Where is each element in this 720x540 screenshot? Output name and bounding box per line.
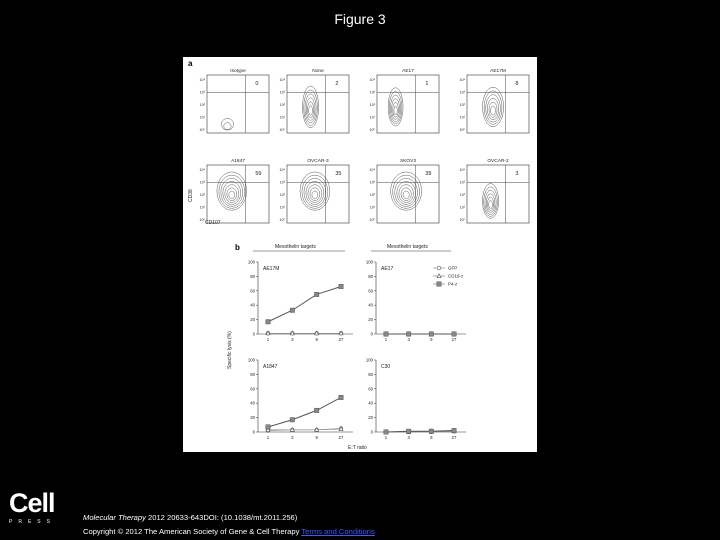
flow-plot-percent: 59 (255, 171, 262, 177)
flow-plot-y-tick: 10⁰ (199, 128, 205, 132)
flow-plot-y-tick: 10³ (459, 180, 465, 185)
flow-plot-y-tick: 10² (369, 193, 375, 197)
data-point-p4z (339, 395, 343, 399)
terms-link[interactable]: Terms and Conditions (301, 527, 375, 536)
chart-x-tick-label: 9 (430, 337, 433, 342)
panel-a-x-axis-label: CD107 (205, 220, 221, 226)
legend-label: GFP (448, 265, 458, 271)
flow-plot-y-tick: 10⁴ (279, 78, 285, 82)
data-point-p4z (339, 284, 343, 288)
flow-plot-y-tick: 10⁴ (199, 168, 205, 172)
logo-sub-text: PRESS (9, 519, 56, 525)
contour-line (489, 201, 493, 209)
chart-y-tick-label: 80 (368, 371, 373, 377)
flow-plot-title: AE17 (402, 69, 414, 74)
flow-plot-y-tick: 10¹ (199, 205, 205, 210)
flow-plot-y-tick: 10⁴ (199, 78, 205, 82)
chart-y-tick-label: 20 (368, 317, 373, 323)
data-point-p4z (314, 292, 318, 296)
flow-plot-y-tick: 10⁴ (369, 168, 375, 172)
flow-plot-y-tick: 10² (199, 103, 205, 107)
chart-x-tick-label: 27 (338, 435, 344, 440)
flow-plot-percent: 3 (515, 171, 519, 177)
citation (83, 511, 375, 539)
data-point-p4z (290, 308, 294, 312)
flow-plot-title: OVCAR-3 (307, 159, 329, 164)
citation-details: 2012 20633-643DOI: (10.1038/mt.2011.256) (145, 513, 298, 522)
flow-plot-y-tick: 10¹ (459, 115, 465, 120)
data-point-p4z (290, 418, 294, 422)
contour-line (491, 106, 496, 115)
chart-x-tick-label: 1 (266, 435, 270, 440)
flow-plot-percent: 8 (515, 81, 519, 87)
flow-plot-y-tick: 10¹ (279, 115, 285, 120)
contour-line (312, 191, 318, 199)
flow-plot-y-tick: 10³ (199, 90, 205, 95)
flow-plot-y-tick: 10⁰ (199, 218, 205, 222)
series-line-p4-z (268, 286, 341, 321)
chart-title: A1847 (263, 364, 278, 370)
contour-line (221, 119, 233, 131)
data-point-p4z (452, 428, 456, 432)
chart-y-tick-label: 40 (368, 400, 373, 406)
panel-b-label: b (235, 243, 240, 252)
chart-y-tick-label: 80 (250, 273, 255, 279)
figure-svg (183, 57, 537, 452)
flow-plot-title: A1847 (231, 159, 245, 164)
contour-line (306, 181, 324, 204)
figure-title: Figure 3 (334, 11, 386, 27)
flow-plot-title: None (312, 69, 324, 74)
flow-plot-y-tick: 10⁰ (459, 218, 465, 222)
chart-title: AE17 (381, 266, 394, 272)
flow-plot-y-tick: 10³ (459, 90, 465, 95)
chart-x-tick-label: 27 (451, 435, 457, 440)
panel-b-x-axis-label: E:T ratio (348, 445, 367, 451)
panel-a-label: a (188, 59, 193, 68)
chart-x-tick-label: 9 (315, 337, 318, 342)
contour-line (394, 106, 397, 115)
chart-y-tick-label: 80 (368, 273, 373, 279)
flow-plot-y-tick: 10⁴ (369, 78, 375, 82)
contour-line (229, 191, 235, 199)
flow-plot-y-tick: 10¹ (459, 205, 465, 210)
contour-line (309, 106, 313, 116)
chart-x-tick-label: 27 (451, 337, 457, 342)
chart-y-tick-label: 0 (370, 429, 373, 435)
data-point-p4z (406, 332, 410, 336)
flow-plot-y-tick: 10⁰ (459, 128, 465, 132)
data-point-p4z (266, 320, 270, 324)
chart-y-tick-label: 60 (368, 288, 373, 294)
panel-a-y-axis-label: CD38 (188, 189, 194, 202)
chart-y-tick-label: 80 (250, 371, 255, 377)
chart-y-tick-label: 100 (247, 357, 255, 363)
chart-y-tick-label: 100 (365, 357, 373, 363)
chart-x-tick-label: 3 (407, 337, 410, 342)
flow-plot-y-tick: 10³ (199, 180, 205, 185)
series-line-cd19-z (268, 429, 341, 430)
flow-plot-frame (287, 75, 349, 133)
chart-y-tick-label: 40 (250, 302, 255, 308)
logo-main-text: Cell (9, 488, 55, 518)
flow-plot-y-tick: 10⁰ (279, 128, 285, 132)
flow-plot-percent: 1 (425, 81, 429, 87)
figure-image (183, 57, 537, 452)
legend-label: CD19-z (448, 273, 464, 279)
chart-y-tick-label: 0 (252, 331, 255, 337)
chart-y-tick-label: 20 (368, 415, 373, 421)
data-point-p4z (452, 332, 456, 336)
contour-line (403, 191, 409, 199)
flow-plot-y-tick: 10⁰ (279, 218, 285, 222)
chart-x-tick-label: 1 (384, 337, 388, 342)
chart-y-tick-label: 100 (365, 259, 373, 265)
chart-y-tick-label: 40 (250, 400, 255, 406)
contour-line (224, 123, 231, 130)
journal-name: Molecular Therapy (83, 513, 146, 522)
contour-line (486, 95, 501, 122)
flow-plot-y-tick: 10² (459, 193, 465, 197)
flow-plot-y-tick: 10² (459, 103, 465, 107)
flow-plot-percent: 0 (255, 81, 259, 87)
chart-x-tick-label: 3 (407, 435, 410, 440)
legend-marker-p4z (437, 282, 441, 286)
flow-plot-y-tick: 10¹ (369, 115, 375, 120)
contour-line (304, 90, 318, 125)
chart-x-tick-label: 27 (338, 337, 344, 342)
flow-plot-y-tick: 10³ (279, 180, 285, 185)
flow-plot-y-tick: 10² (369, 103, 375, 107)
flow-plot-frame (207, 75, 269, 133)
chart-x-tick-label: 3 (291, 435, 294, 440)
contour-line (389, 91, 402, 123)
flow-plot-percent: 2 (335, 81, 339, 87)
chart-y-tick-label: 100 (247, 259, 255, 265)
contour-line (484, 187, 498, 216)
copyright-text: Copyright © 2012 The American Society of Gene & Cell Therapy (83, 527, 300, 536)
flow-plot-y-tick: 10⁴ (279, 168, 285, 172)
data-point-p4z (314, 408, 318, 412)
cell-press-logo (9, 490, 69, 525)
flow-plot-title: OVCAR-2 (487, 159, 509, 164)
chart-title: AE17M (263, 266, 280, 272)
chart-x-tick-label: 1 (266, 337, 270, 342)
flow-plot-percent: 39 (425, 171, 432, 177)
chart-y-tick-label: 60 (368, 386, 373, 392)
data-point-p4z (266, 425, 270, 429)
flow-plot-y-tick: 10⁴ (459, 78, 465, 82)
flow-plot-y-tick: 10³ (279, 90, 285, 95)
chart-y-tick-label: 60 (250, 288, 255, 294)
flow-plot-y-tick: 10³ (369, 90, 375, 95)
flow-plot-y-tick: 10³ (369, 180, 375, 185)
flow-plot-y-tick: 10² (279, 103, 285, 107)
contour-line (390, 95, 400, 122)
chart-x-tick-label: 9 (315, 435, 318, 440)
legend-label: P4-z (448, 281, 458, 287)
data-point-p4z (429, 429, 433, 433)
chart-y-tick-label: 20 (250, 415, 255, 421)
series-line-p4-z (268, 397, 341, 427)
flow-plot-y-tick: 10⁰ (369, 128, 375, 132)
data-point-p4z (429, 332, 433, 336)
panel-b-right-header: Mesothelin targets (387, 244, 428, 250)
flow-plot-title: SKOV3 (400, 159, 416, 164)
chart-y-tick-label: 0 (370, 331, 373, 337)
legend-marker-gfp (437, 266, 441, 270)
flow-plot-y-tick: 10⁰ (369, 218, 375, 222)
chart-y-tick-label: 20 (250, 317, 255, 323)
flow-plot-y-tick: 10¹ (279, 205, 285, 210)
panel-b-y-axis-label: Specific lysis (%) (227, 331, 233, 369)
contour-line (397, 181, 416, 204)
citation-line-1 (83, 511, 375, 525)
chart-y-tick-label: 0 (252, 429, 255, 435)
data-point-p4z (384, 332, 388, 336)
data-point-p4z (406, 429, 410, 433)
flow-plot-y-tick: 10¹ (199, 115, 205, 120)
data-point-p4z (384, 430, 388, 434)
flow-plot-title: Isotype (230, 69, 246, 74)
citation-line-2 (83, 525, 375, 539)
contour-line (223, 181, 241, 204)
contour-line (484, 91, 502, 124)
chart-title: C30 (381, 364, 391, 370)
panel-b-left-header: Mesothelin targets (275, 244, 316, 250)
chart-y-tick-label: 60 (250, 386, 255, 392)
chart-x-tick-label: 1 (384, 435, 388, 440)
flow-plot-y-tick: 10² (199, 193, 205, 197)
contour-line (305, 94, 316, 123)
flow-plot-frame (377, 75, 439, 133)
flow-plot-percent: 35 (335, 171, 342, 177)
chart-x-tick-label: 9 (430, 435, 433, 440)
flow-plot-y-tick: 10² (279, 193, 285, 197)
chart-x-tick-label: 3 (291, 337, 294, 342)
flow-plot-title: AE17M (490, 69, 506, 74)
flow-plot-y-tick: 10¹ (369, 205, 375, 210)
flow-plot-y-tick: 10⁴ (459, 168, 465, 172)
chart-y-tick-label: 40 (368, 302, 373, 308)
